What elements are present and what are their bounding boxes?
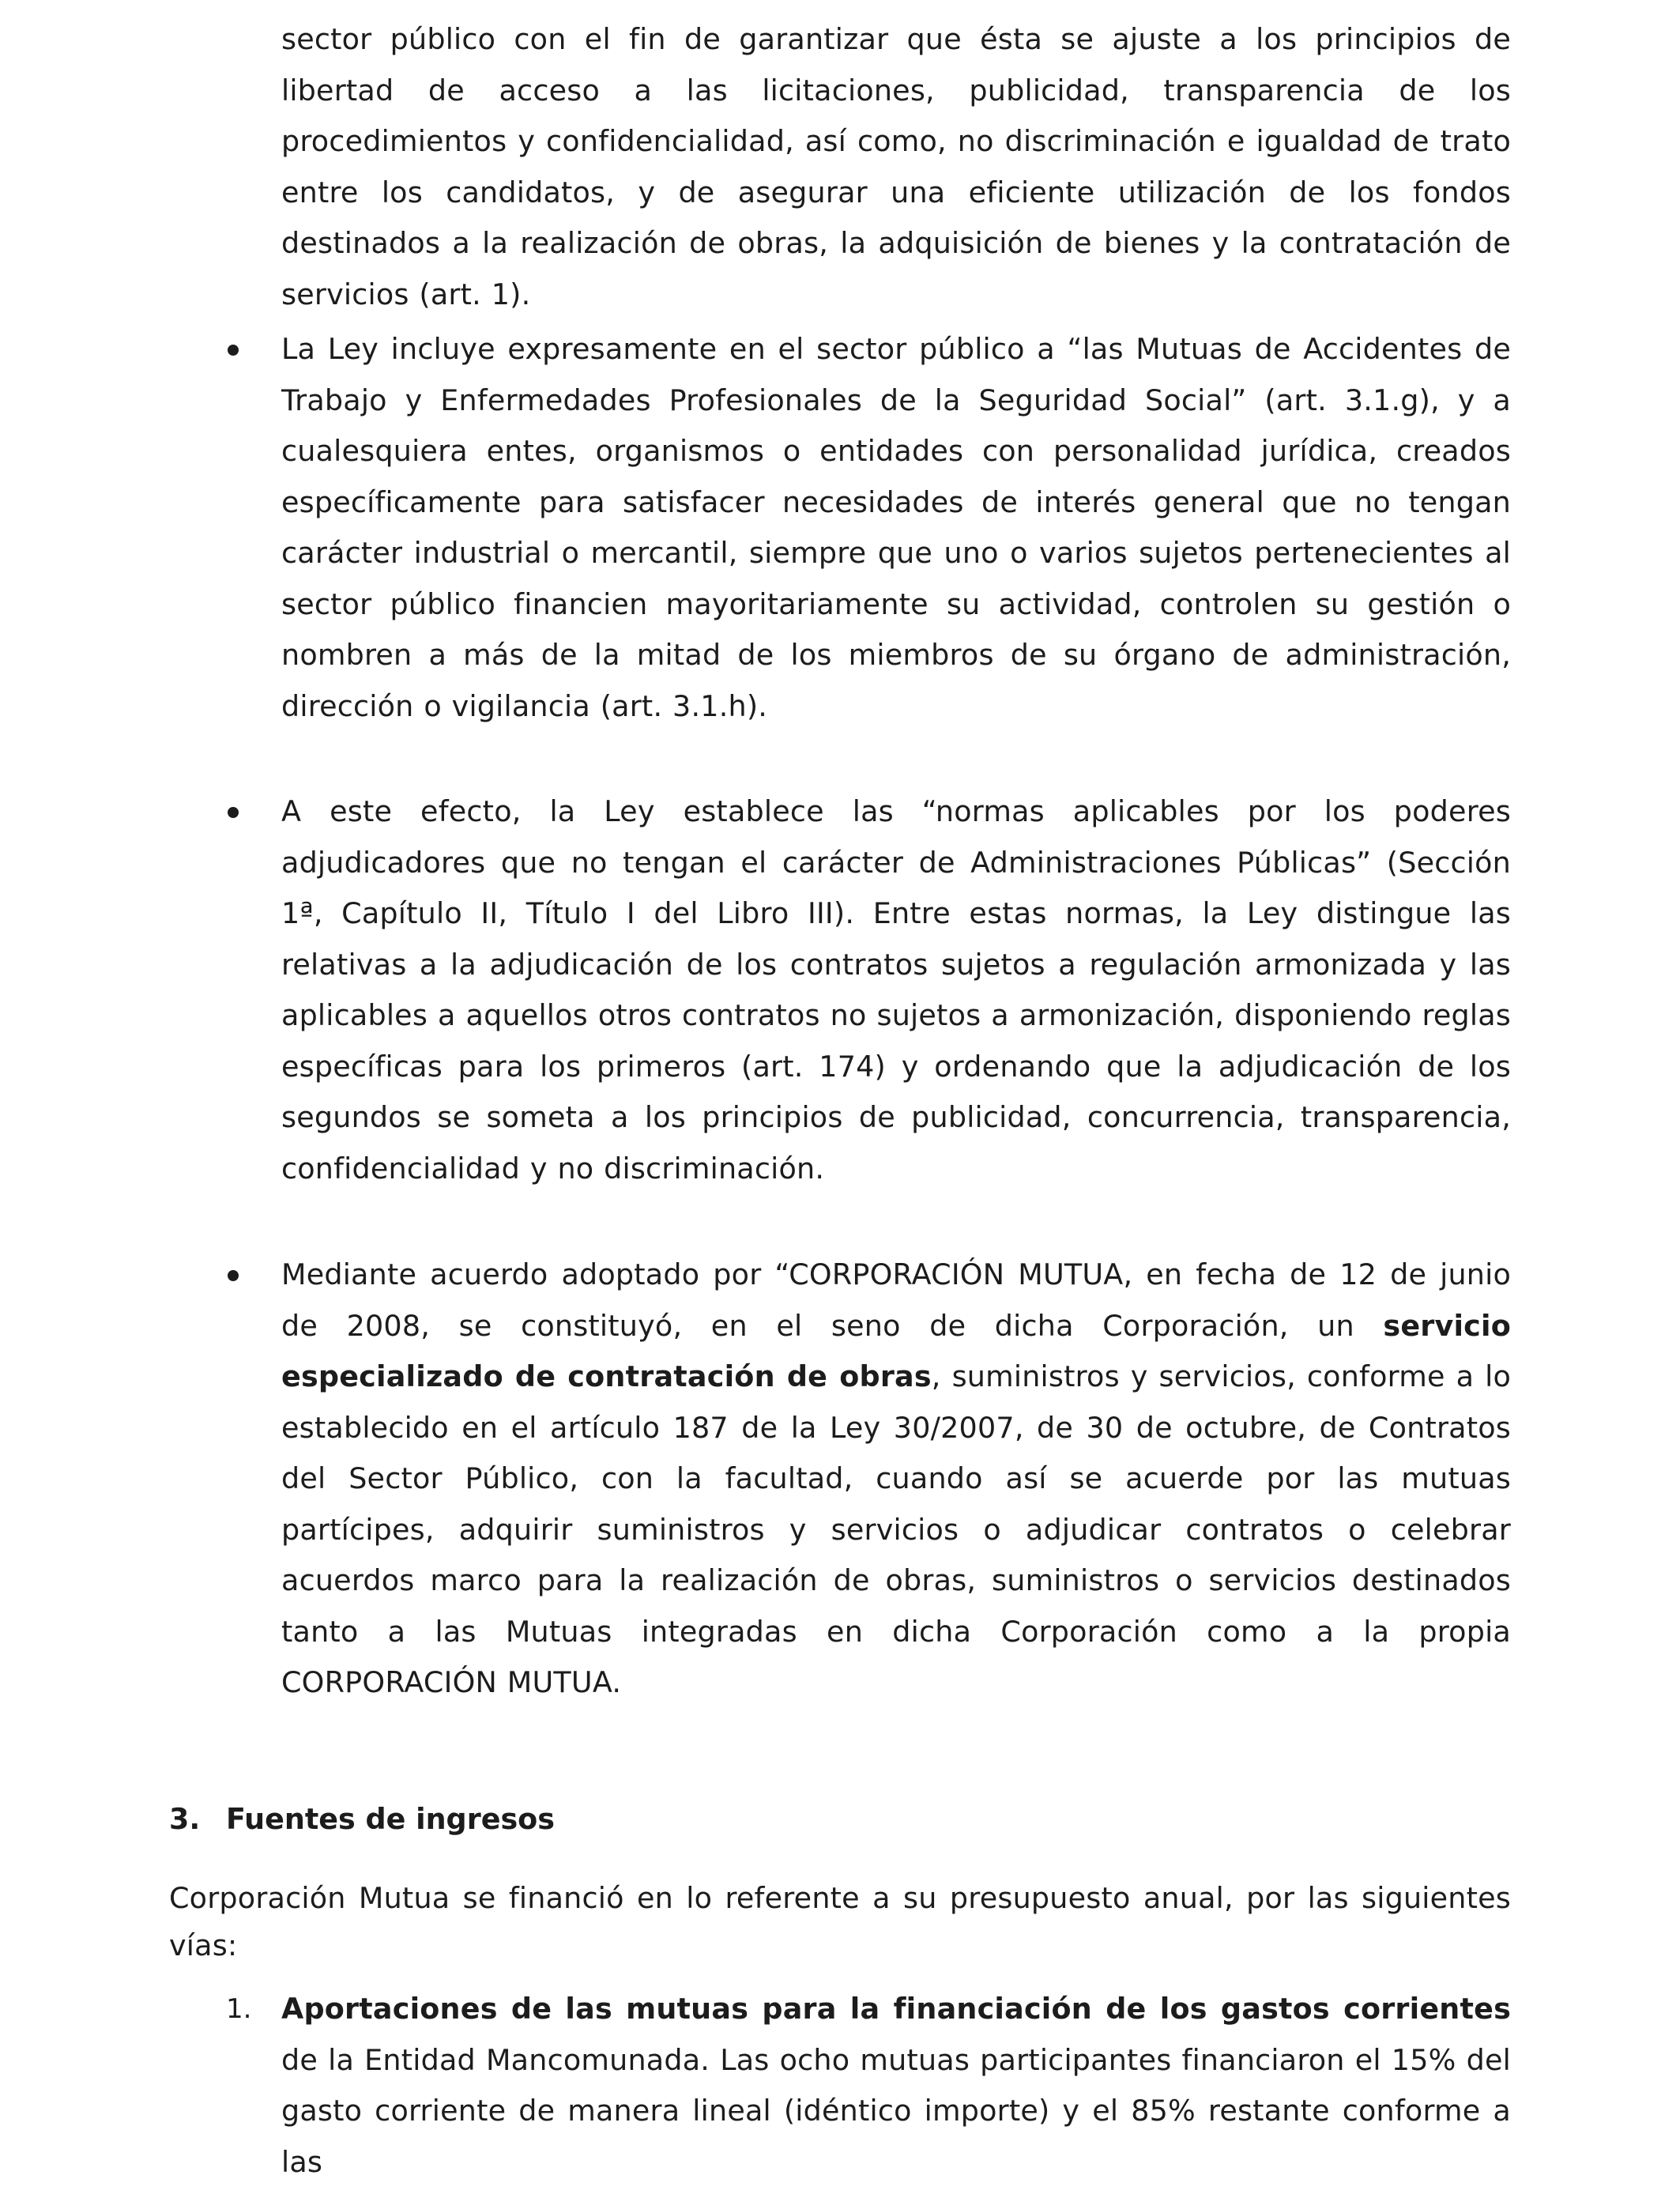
bullet-icon (228, 1270, 239, 1281)
bullet-3-text-before: Mediante acuerdo adoptado por “CORPORACIÓN MUTUA, en fecha de 12 de junio de 2008, se constituyó, en el seno de dicha Corporación, un (281, 1257, 1511, 1343)
bullet-icon (228, 345, 239, 356)
paragraph-continuation: sector público con el fin de garantizar que ésta se ajuste a los principios de libertad de acceso a las licitaciones, publicidad, transparencia de los procedimientos y confidencialidad, así como, no discriminación e igualdad de trato entre los candidatos, y de asegurar una eficiente utilización de los fondos destinados a la realización de obras, la adquisición de bienes y la contratación de servicios (art. 1). (281, 22, 1511, 311)
bullet-paragraph-2: A este efecto, la Ley establece las “normas aplicables por los poderes adjudicadores que no tengan el carácter de Administraciones Públicas” (Sección 1ª, Capítulo II, Título I del Libro III). Entre estas normas, la Ley distingue las relativas a la adjudicación de los contratos sujetos a regulación armonizada y las aplicables a aquellos otros contratos no sujetos a armonización, disponiendo reglas específicas para los primeros (art. 174) y ordenando que la adjudicación de los segundos se someta a los principios de publicidad, concurrencia, transparencia, confidencialidad y no discriminación. (281, 794, 1511, 1186)
numbered-item-1 (281, 1984, 1511, 2188)
section-title: Fuentes de ingresos (226, 1802, 555, 1836)
bullet-paragraph-1: La Ley incluye expresamente en el sector público a “las Mutuas de Accidentes de Trabajo y Enfermedades Profesionales de la Seguridad Social” (art. 3.1.g), y a cualesquiera entes, organismos o entidades con personalidad jurídica, creados específicamente para satisfacer necesidades de interés general que no tengan carácter industrial o mercantil, siempre que uno o varios sujetos pertenecientes al sector público financien mayoritariamente su actividad, controlen su gestión o nombren a más de la mitad de los miembros de su órgano de administración, dirección o vigilancia (art. 3.1.h). (281, 332, 1511, 723)
numbered-item-1-bold: Aportaciones de las mutuas para la financiación de los gastos corrientes (281, 1992, 1511, 2026)
bullet-icon (228, 807, 239, 818)
section-number: 3. (169, 1802, 201, 1836)
list-number: 1. (226, 1993, 252, 2025)
bullet-3-text-bold: servicio especializado de contratación de obras (281, 1308, 1511, 1393)
bullet-3-text-after: , suministros y servicios, conforme a lo establecido en el artículo 187 de la Ley 30/2007, de 30 de octubre, de Contratos del Sector Público, con la facultad, cuando así se acuerde por las mutuas partícipes, adquirir suministros y servicios o adjudicar contratos o celebrar acuerdos marco para la realización de obras, suministros o servicios destinados tanto a las Mutuas integradas en dicha Corporación como a la propia CORPORACIÓN MUTUA. (281, 1359, 1512, 1699)
section-intro: Corporación Mutua se financió en lo referente a su presupuesto anual, por las siguientes vías: (169, 1881, 1511, 1962)
numbered-item-1-text: de la Entidad Mancomunada. Las ocho mutuas participantes financiaron el 15% del gasto corriente de manera lineal (idéntico importe) y el 85% restante conforme a las (281, 2042, 1511, 2179)
bullet-paragraph-3 (281, 1250, 1511, 1709)
